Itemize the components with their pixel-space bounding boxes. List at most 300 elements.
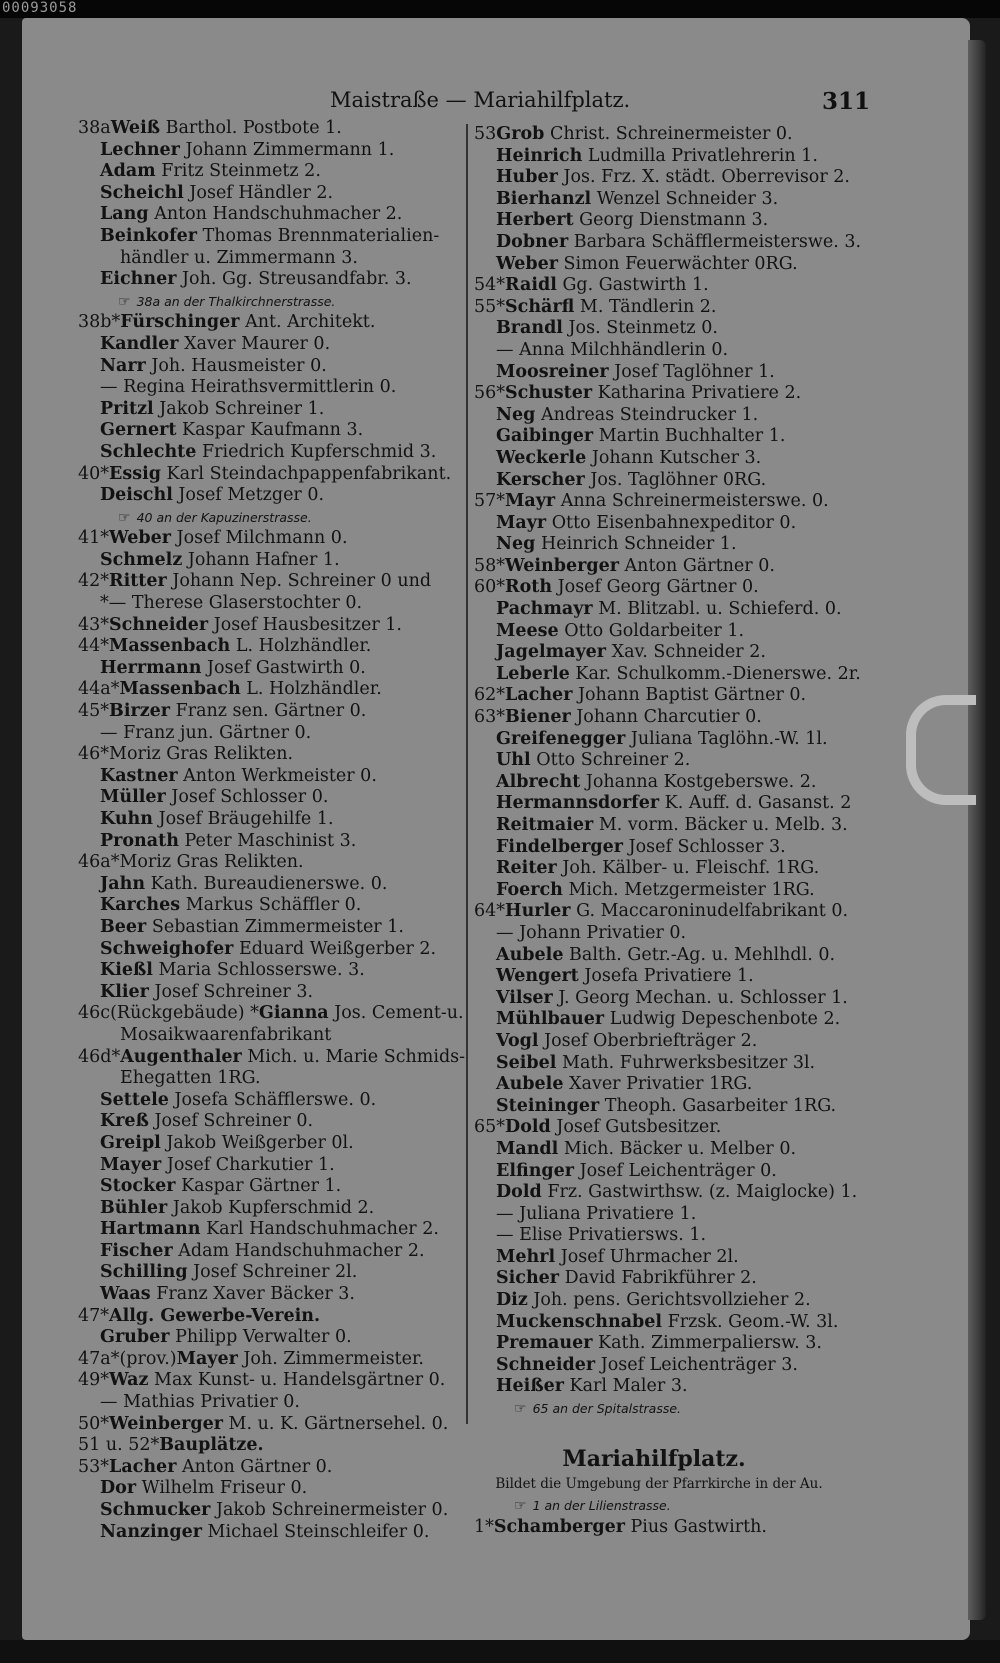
resident-surname: Birzer bbox=[109, 701, 170, 722]
cross-reference-text: 40 an der Kapuzinerstrasse. bbox=[136, 509, 312, 525]
house-number: 47a*(prov.) bbox=[78, 1348, 177, 1369]
resident-details: Johann Hafner 1. bbox=[187, 549, 340, 570]
resident-details: Josef Taglöhner 1. bbox=[614, 361, 775, 382]
resident-details: David Fabrikführer 2. bbox=[564, 1268, 757, 1289]
resident-surname: Herbert bbox=[496, 210, 574, 231]
resident-surname: Massenbach bbox=[119, 679, 241, 700]
resident-surname: Schmelz bbox=[100, 549, 183, 570]
resident-surname: Waas bbox=[100, 1284, 151, 1305]
resident-details: Franz sen. Gärtner 0. bbox=[175, 701, 367, 722]
resident-details: Josef Uhrmacher 2l. bbox=[560, 1246, 739, 1267]
resident-details: Josef Bräugehilfe 1. bbox=[158, 809, 334, 829]
resident-details: Markus Schäffler 0. bbox=[185, 895, 362, 916]
directory-entry bbox=[474, 383, 874, 405]
resident-surname: Gruber bbox=[100, 1327, 170, 1348]
resident-surname: Elfinger bbox=[496, 1160, 575, 1181]
directory-entry bbox=[78, 744, 528, 766]
resident-details: Ludmilla Privatlehrerin 1. bbox=[587, 145, 818, 166]
cross-reference-note bbox=[474, 1398, 874, 1420]
directory-entry bbox=[78, 550, 528, 572]
house-number: 46* bbox=[78, 744, 110, 765]
resident-surname: Sicher bbox=[496, 1268, 560, 1289]
resident-details: Moriz Gras Relikten. bbox=[119, 852, 304, 873]
directory-entry bbox=[78, 1414, 528, 1436]
resident-details: Jakob Weißgerber 0l. bbox=[166, 1132, 354, 1153]
directory-entry bbox=[78, 140, 528, 162]
resident-details: Karl Maler 3. bbox=[569, 1376, 688, 1397]
entry-continuation: Mosaikwaarenfabrikant bbox=[120, 1024, 332, 1045]
resident-details: Thomas Brennmaterialien- bbox=[202, 225, 440, 246]
section-note bbox=[474, 1495, 874, 1517]
resident-surname: Kießl bbox=[100, 960, 153, 981]
directory-entry bbox=[78, 1284, 528, 1306]
house-number: 65* bbox=[474, 1117, 506, 1138]
resident-surname: Fischer bbox=[100, 1240, 173, 1261]
resident-surname: Mühlbauer bbox=[496, 1009, 605, 1030]
resident-details: Johann Nep. Schreiner 0 und bbox=[172, 571, 432, 592]
resident-details: Barbara Schäfflermeisterswe. 3. bbox=[573, 231, 862, 252]
resident-surname: Gernert bbox=[100, 420, 177, 441]
right-column-entries bbox=[474, 124, 874, 1420]
resident-surname: Lang bbox=[100, 204, 149, 225]
directory-entry bbox=[78, 1500, 528, 1522]
resident-details: Josef Hausbesitzer 1. bbox=[213, 614, 402, 635]
resident-surname: Bierhanzl bbox=[496, 188, 592, 209]
resident-details: Johann Charcutier 0. bbox=[576, 707, 762, 728]
resident-surname: Wengert bbox=[496, 966, 579, 987]
resident-surname: Adam bbox=[100, 161, 156, 182]
directory-entry bbox=[78, 161, 528, 183]
directory-entry bbox=[78, 1219, 528, 1241]
house-number: 38a bbox=[78, 118, 111, 138]
resident-surname: Dold bbox=[496, 1182, 542, 1203]
resident-details: Math. Fuhrwerksbesitzer 3l. bbox=[562, 1052, 816, 1073]
resident-surname: Deischl bbox=[100, 485, 173, 506]
resident-surname: Weber bbox=[109, 528, 171, 549]
directory-entry bbox=[474, 815, 874, 837]
directory-entry bbox=[474, 642, 874, 664]
resident-surname: Heinrich bbox=[496, 145, 583, 166]
directory-entry bbox=[474, 707, 874, 729]
directory-entry bbox=[474, 534, 874, 556]
resident-details: Josefa Privatiere 1. bbox=[584, 966, 754, 987]
resident-details: Otto Goldarbeiter 1. bbox=[564, 620, 745, 641]
resident-details: Josef Georg Gärtner 0. bbox=[557, 577, 759, 598]
resident-surname: Kandler bbox=[100, 333, 179, 354]
directory-entry bbox=[78, 1392, 528, 1414]
resident-details: — Elise Privatiersws. 1. bbox=[496, 1225, 707, 1246]
directory-entry bbox=[474, 772, 874, 794]
resident-surname: Schamberger bbox=[493, 1516, 625, 1537]
resident-surname: Ritter bbox=[109, 571, 167, 592]
resident-details: Jos. Taglöhner 0RG. bbox=[590, 469, 767, 490]
resident-details: Kath. Bureaudienerswe. 0. bbox=[150, 873, 388, 894]
resident-surname: Gaibinger bbox=[496, 426, 594, 447]
resident-details: Jakob Schreiner 1. bbox=[159, 398, 325, 419]
house-number: 44a* bbox=[78, 679, 120, 700]
running-title: Maistraße — Mariahilfplatz. bbox=[330, 88, 631, 112]
resident-details: Mich. Bäcker u. Melber 0. bbox=[563, 1138, 797, 1159]
directory-entry bbox=[474, 793, 874, 815]
directory-entry bbox=[474, 988, 874, 1010]
directory-entry bbox=[78, 1047, 528, 1069]
resident-surname: Lacher bbox=[505, 685, 573, 706]
resident-surname: Meese bbox=[496, 620, 559, 641]
pointing-hand-icon: ☞ bbox=[118, 509, 131, 526]
resident-surname: Foerch bbox=[496, 879, 563, 900]
resident-details: Josef Händler 2. bbox=[189, 182, 334, 203]
resident-details: Josef Leichenträger 0. bbox=[579, 1160, 777, 1181]
resident-details: G. Maccaroninudelfabrikant 0. bbox=[576, 901, 849, 922]
resident-details: Heinrich Schneider 1. bbox=[540, 534, 737, 555]
house-number: 50* bbox=[78, 1413, 110, 1434]
page-number: 311 bbox=[821, 88, 870, 115]
resident-surname: Weiß bbox=[110, 118, 161, 138]
directory-entry bbox=[78, 658, 528, 680]
resident-details: Georg Dienstmann 3. bbox=[579, 210, 769, 231]
house-number: 57* bbox=[474, 491, 506, 512]
house-number: 62* bbox=[474, 685, 506, 706]
resident-surname: Aubele bbox=[496, 944, 564, 965]
house-number: 46d* bbox=[78, 1046, 121, 1067]
resident-surname: Moosreiner bbox=[496, 361, 609, 382]
directory-entry bbox=[78, 204, 528, 226]
page-header bbox=[330, 88, 870, 118]
resident-surname: Greipl bbox=[100, 1132, 161, 1153]
directory-entry bbox=[474, 318, 874, 340]
resident-surname: Weckerle bbox=[496, 447, 587, 468]
house-number: 1* bbox=[474, 1516, 494, 1537]
resident-surname: Nanzinger bbox=[100, 1521, 202, 1542]
resident-details: Martin Buchhalter 1. bbox=[598, 426, 786, 447]
directory-entry bbox=[474, 685, 874, 707]
resident-surname: Mayer bbox=[176, 1348, 238, 1369]
resident-details: Josefa Schäfflerswe. 0. bbox=[174, 1089, 377, 1110]
directory-entry bbox=[78, 615, 528, 637]
resident-surname: Herrmann bbox=[100, 657, 202, 678]
directory-entry bbox=[474, 880, 874, 902]
resident-surname: Schneider bbox=[109, 614, 209, 635]
resident-details: Kath. Zimmerpaliersw. 3. bbox=[598, 1333, 822, 1354]
house-number: 64* bbox=[474, 901, 506, 922]
directory-entry bbox=[78, 831, 528, 853]
resident-details: Gg. Gastwirth 1. bbox=[562, 275, 709, 296]
directory-entry bbox=[78, 917, 528, 939]
directory-entry bbox=[78, 1370, 528, 1392]
resident-surname: Klier bbox=[100, 981, 149, 1002]
directory-entry bbox=[78, 1349, 528, 1371]
directory-entry bbox=[78, 1176, 528, 1198]
directory-entry bbox=[474, 124, 874, 146]
resident-details: Katharina Privatiere 2. bbox=[597, 383, 802, 404]
house-number: 45* bbox=[78, 701, 110, 722]
resident-details: Joh. Hausmeister 0. bbox=[151, 355, 327, 376]
directory-entry bbox=[78, 226, 528, 248]
resident-surname: Bauplätze. bbox=[159, 1435, 264, 1456]
resident-surname: Mehrl bbox=[496, 1246, 556, 1267]
resident-surname: Beinkofer bbox=[100, 225, 197, 246]
resident-surname: Eichner bbox=[100, 269, 177, 290]
resident-details: Karl Steindachpappenfabrikant. bbox=[166, 463, 452, 484]
house-number: 51 u. 52* bbox=[78, 1435, 160, 1456]
resident-details: Johann Zimmermann 1. bbox=[185, 139, 395, 160]
pointing-hand-icon: ☞ bbox=[514, 1498, 527, 1515]
resident-surname: Waz bbox=[109, 1370, 149, 1391]
resident-surname: Vogl bbox=[496, 1030, 539, 1051]
page-fore-edge bbox=[968, 40, 986, 1620]
directory-entry bbox=[78, 464, 528, 486]
entry-continuation: Ehegatten 1RG. bbox=[120, 1068, 261, 1089]
resident-surname: Lacher bbox=[109, 1456, 177, 1477]
resident-details: Joh. Kälber- u. Fleischf. 1RG. bbox=[562, 858, 820, 879]
resident-surname: Jahn bbox=[100, 873, 146, 894]
resident-surname: Pachmayr bbox=[496, 599, 593, 620]
resident-details: Ludwig Depeschenbote 2. bbox=[609, 1009, 841, 1030]
directory-entry bbox=[78, 1003, 528, 1025]
resident-details: Frzsk. Geom.-W. 3l. bbox=[667, 1311, 839, 1332]
resident-details: Kaspar Kaufmann 3. bbox=[182, 420, 364, 441]
directory-entry bbox=[474, 1290, 874, 1312]
cross-reference-note bbox=[78, 291, 528, 313]
directory-entry bbox=[474, 750, 874, 772]
resident-details: Kar. Schulkomm.-Dienerswe. 2r. bbox=[575, 663, 861, 684]
scan-id: 00093058 bbox=[2, 0, 78, 16]
directory-entry bbox=[78, 1306, 528, 1328]
resident-details: Otto Schreiner 2. bbox=[536, 750, 691, 771]
directory-entry bbox=[78, 982, 528, 1004]
house-number: 46a* bbox=[78, 852, 120, 873]
resident-details: Adam Handschuhmacher 2. bbox=[178, 1240, 425, 1261]
directory-entry bbox=[474, 556, 874, 578]
directory-entry bbox=[474, 901, 874, 923]
house-number: 47* bbox=[78, 1305, 110, 1326]
directory-entry bbox=[78, 1133, 528, 1155]
resident-details: L. Holzhändler. bbox=[246, 679, 382, 700]
section-note-text: 1 an der Lilienstrasse. bbox=[532, 1498, 671, 1514]
resident-surname: Schweighofer bbox=[100, 938, 234, 959]
directory-entry bbox=[474, 232, 874, 254]
directory-entry bbox=[474, 189, 874, 211]
directory-entry bbox=[78, 118, 528, 140]
resident-details: Otto Eisenbahnexpeditor 0. bbox=[551, 512, 797, 533]
directory-entry bbox=[474, 1204, 874, 1226]
house-number: 44* bbox=[78, 636, 110, 657]
directory-entry bbox=[474, 664, 874, 686]
directory-entry bbox=[474, 210, 874, 232]
directory-entry bbox=[474, 362, 874, 384]
resident-details: Jos. Steinmetz 0. bbox=[568, 318, 718, 339]
directory-entry bbox=[474, 1225, 874, 1247]
cross-reference-text: 65 an der Spitalstrasse. bbox=[532, 1401, 682, 1417]
resident-details: Jakob Kupferschmid 2. bbox=[172, 1197, 375, 1218]
directory-entry bbox=[474, 1161, 874, 1183]
resident-details: Joh. Gg. Streusandfabr. 3. bbox=[182, 269, 412, 290]
resident-details: Josef Gutsbesitzer. bbox=[556, 1117, 722, 1138]
resident-details: Pius Gastwirth. bbox=[630, 1516, 767, 1537]
directory-entry bbox=[474, 1096, 874, 1118]
resident-details: Simon Feuerwächter 0RG. bbox=[563, 253, 798, 274]
resident-surname: Schneider bbox=[496, 1354, 596, 1375]
directory-entry bbox=[78, 1111, 528, 1133]
paper-clip bbox=[906, 695, 976, 805]
resident-details: Anna Schreinermeisterswe. 0. bbox=[560, 491, 829, 512]
directory-entry bbox=[78, 723, 528, 745]
directory-entry bbox=[474, 1009, 874, 1031]
resident-surname: Premauer bbox=[496, 1333, 593, 1354]
resident-surname: Heißer bbox=[496, 1376, 564, 1397]
resident-surname: Grob bbox=[496, 124, 545, 144]
resident-details: Josef Schreiner 2l. bbox=[193, 1262, 358, 1283]
column-divider bbox=[466, 124, 468, 1424]
resident-surname: Dor bbox=[100, 1478, 137, 1499]
scan-top-strip bbox=[0, 0, 1000, 18]
resident-surname: Kerscher bbox=[496, 469, 585, 490]
directory-entry bbox=[78, 420, 528, 442]
directory-entry bbox=[474, 167, 874, 189]
resident-details: K. Auff. d. Gasanst. 2 bbox=[664, 793, 852, 814]
resident-details: M. Tändlerin 2. bbox=[579, 296, 717, 317]
resident-details: Anton Handschuhmacher 2. bbox=[154, 204, 403, 225]
resident-surname: Gianna bbox=[258, 1003, 329, 1024]
directory-entry bbox=[78, 485, 528, 507]
directory-entry bbox=[78, 1262, 528, 1284]
cross-reference-text: 38a an der Thalkirchnerstrasse. bbox=[136, 293, 336, 309]
resident-surname: Neg bbox=[496, 534, 536, 555]
resident-details: J. Georg Mechan. u. Schlosser 1. bbox=[558, 987, 848, 1008]
resident-details: Jos. Frz. X. städt. Oberrevisor 2. bbox=[563, 167, 850, 188]
directory-entry bbox=[78, 571, 528, 593]
resident-details: Friedrich Kupferschmid 3. bbox=[201, 441, 437, 462]
resident-details: M. Blitzabl. u. Schieferd. 0. bbox=[598, 599, 842, 620]
directory-entry bbox=[474, 923, 874, 945]
resident-surname: Fürschinger bbox=[120, 312, 240, 333]
resident-details: Barthol. Postbote 1. bbox=[165, 118, 342, 138]
resident-surname: Dold bbox=[505, 1117, 551, 1138]
resident-details: Ant. Architekt. bbox=[245, 312, 376, 333]
resident-details: Xaver Maurer 0. bbox=[184, 333, 331, 354]
resident-surname: Hermannsdorfer bbox=[496, 793, 660, 814]
directory-entry bbox=[78, 679, 528, 701]
resident-details: Andreas Steindrucker 1. bbox=[540, 404, 759, 425]
resident-surname: Weinberger bbox=[505, 555, 619, 576]
house-number: 53* bbox=[78, 1456, 110, 1477]
directory-entry bbox=[474, 1031, 874, 1053]
resident-details: M. u. K. Gärtnersehel. 0. bbox=[228, 1413, 449, 1434]
directory-entry bbox=[78, 334, 528, 356]
resident-details: Balth. Getr.-Ag. u. Mehlhdl. 0. bbox=[569, 944, 836, 965]
resident-surname: Brandl bbox=[496, 318, 563, 339]
resident-details: Jakob Schreinermeister 0. bbox=[215, 1500, 449, 1520]
resident-surname: Vilser bbox=[496, 987, 553, 1008]
resident-details: Juliana Taglöhn.-W. 1l. bbox=[630, 728, 828, 749]
directory-entry bbox=[78, 183, 528, 205]
resident-surname: Allg. Gewerbe-Verein. bbox=[109, 1305, 321, 1326]
scan-bottom-strip bbox=[0, 1640, 1000, 1663]
house-number: 54* bbox=[474, 275, 506, 296]
directory-entry bbox=[474, 837, 874, 859]
resident-details: Josef Charkutier 1. bbox=[166, 1154, 335, 1175]
directory-entry bbox=[78, 809, 528, 831]
directory-entry bbox=[78, 1435, 528, 1457]
resident-surname: Huber bbox=[496, 167, 558, 188]
resident-surname: Narr bbox=[100, 355, 146, 376]
resident-surname: Settele bbox=[100, 1089, 169, 1110]
resident-details: Anton Gärtner 0. bbox=[624, 555, 775, 576]
resident-surname: Seibel bbox=[496, 1052, 557, 1073]
resident-details: Josef Milchmann 0. bbox=[176, 528, 348, 549]
resident-details: Joh. Zimmermeister. bbox=[243, 1348, 424, 1369]
resident-surname: Schlechte bbox=[100, 441, 197, 462]
resident-surname: Reiter bbox=[496, 858, 557, 879]
house-number: 56* bbox=[474, 383, 506, 404]
house-number: 38b* bbox=[78, 312, 121, 333]
resident-details: Peter Maschinist 3. bbox=[184, 830, 357, 851]
resident-details: Moriz Gras Relikten. bbox=[109, 744, 294, 765]
directory-entry bbox=[474, 448, 874, 470]
resident-details: Jos. Cement-u. bbox=[334, 1003, 464, 1024]
directory-entry bbox=[474, 1182, 874, 1204]
directory-entry bbox=[78, 593, 528, 615]
resident-surname: Weinberger bbox=[109, 1413, 223, 1434]
directory-entry bbox=[78, 636, 528, 658]
right-column bbox=[474, 124, 874, 1538]
resident-details: Mich. u. Marie Schmids- bbox=[247, 1046, 466, 1067]
directory-entry bbox=[78, 1198, 528, 1220]
directory-entry bbox=[78, 939, 528, 961]
resident-surname: Dobner bbox=[496, 231, 569, 252]
resident-surname: Karches bbox=[100, 895, 181, 916]
resident-surname: Raidl bbox=[505, 275, 557, 296]
resident-details: Joh. pens. Gerichtsvollzieher 2. bbox=[533, 1290, 811, 1311]
resident-surname: Hurler bbox=[505, 901, 571, 922]
resident-details: Frz. Gastwirthsw. (z. Maiglocke) 1. bbox=[547, 1182, 858, 1203]
resident-details: Fritz Steinmetz 2. bbox=[161, 161, 321, 182]
directory-entry bbox=[78, 1241, 528, 1263]
resident-surname: Reitmaier bbox=[496, 815, 594, 835]
section-subtitle: Bildet die Umgebung der Pfarrkirche in der Au. bbox=[495, 1475, 823, 1492]
resident-surname: Weber bbox=[496, 253, 558, 274]
resident-details: Josef Schreiner 3. bbox=[154, 981, 314, 1002]
resident-details: Sebastian Zimmermeister 1. bbox=[151, 916, 404, 937]
house-number: 53 bbox=[474, 124, 497, 144]
resident-surname: Mandl bbox=[496, 1138, 559, 1159]
directory-entry bbox=[474, 1376, 874, 1398]
resident-details: Theoph. Gasarbeiter 1RG. bbox=[604, 1095, 837, 1116]
resident-details: Josef Schreiner 0. bbox=[154, 1111, 314, 1132]
directory-entry bbox=[474, 146, 874, 168]
resident-details: Maria Schlosserswe. 3. bbox=[158, 960, 365, 981]
resident-details: Philipp Verwalter 0. bbox=[175, 1327, 352, 1348]
resident-details: Wenzel Schneider 3. bbox=[596, 188, 779, 209]
directory-entry bbox=[78, 1155, 528, 1177]
resident-details: — Johann Privatier 0. bbox=[496, 922, 687, 943]
house-number: 43* bbox=[78, 614, 110, 635]
resident-details: Josef Metzger 0. bbox=[178, 485, 325, 506]
resident-details: Anton Werkmeister 0. bbox=[183, 765, 377, 786]
directory-entry bbox=[474, 1074, 874, 1096]
directory-entry bbox=[474, 1333, 874, 1355]
resident-details: Michael Steinschleifer 0. bbox=[207, 1521, 430, 1542]
directory-entry bbox=[474, 1312, 874, 1334]
directory-entry bbox=[78, 1327, 528, 1349]
resident-details: Johann Kutscher 3. bbox=[591, 447, 762, 468]
directory-entry bbox=[78, 312, 528, 334]
resident-details: — Regina Heirathsvermittlerin 0. bbox=[100, 377, 397, 398]
resident-surname: Essig bbox=[109, 463, 161, 484]
resident-surname: Kastner bbox=[100, 765, 178, 786]
resident-details: Franz Xaver Bäcker 3. bbox=[156, 1284, 355, 1305]
house-number: 58* bbox=[474, 555, 506, 576]
